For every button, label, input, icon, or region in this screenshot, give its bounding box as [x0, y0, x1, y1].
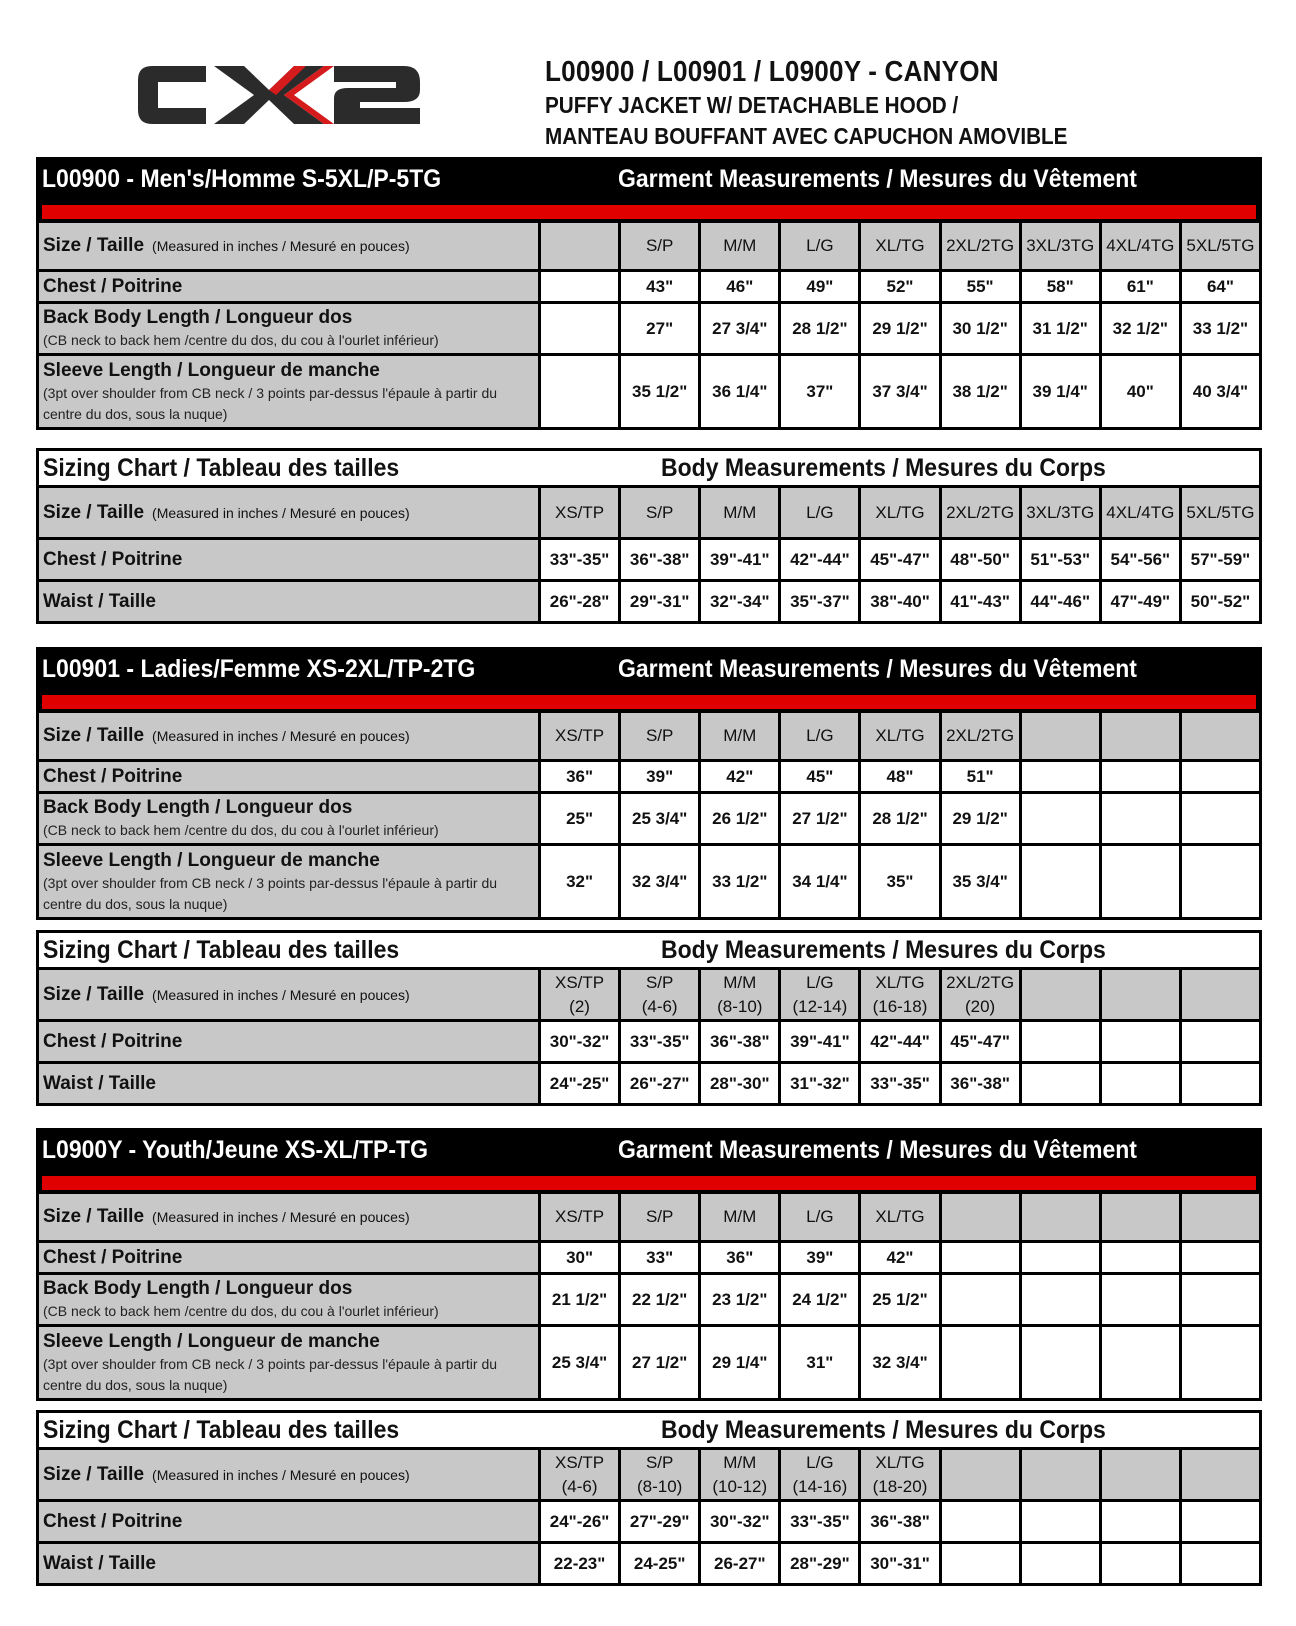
size-cell: S/P: [621, 713, 701, 762]
value-cell: 36"-38": [942, 1064, 1022, 1106]
size-cell: 4XL/4TG: [1102, 223, 1182, 272]
value-cell: 32 3/4": [861, 1327, 941, 1401]
value-cell: 29 1/2": [942, 794, 1022, 846]
value-cell: 33 1/2": [1182, 304, 1262, 356]
product-subtitle-en: PUFFY JACKET W/ DETACHABLE HOOD /: [545, 92, 959, 118]
value-cell: 43": [621, 272, 701, 304]
value-cell: 25 3/4": [541, 1327, 621, 1401]
value-cell: 48"-50": [942, 540, 1022, 582]
size-cell: S/P (8-10): [621, 1450, 701, 1502]
size-cell: [541, 223, 621, 272]
value-cell: [1022, 1064, 1102, 1106]
ladies-garment-heading: Garment Measurements / Mesures du Vêtement: [617, 654, 1137, 683]
size-cell: XL/TG: [861, 488, 941, 540]
ladies-sleeve-row: [36, 846, 1262, 920]
ladies-body-chest-row: [36, 1022, 1262, 1064]
men-body-section: [36, 448, 1262, 624]
size-cell: [1022, 1450, 1102, 1502]
value-cell: 36"-38": [621, 540, 701, 582]
size-cell: 2XL/2TG: [942, 488, 1022, 540]
ladies-red-divider: [36, 691, 1262, 713]
value-cell: 42": [861, 1243, 941, 1275]
value-cell: 41"-43": [942, 582, 1022, 624]
youth-heading: L0900Y - Youth/Jeune XS-XL/TP-TG: [42, 1135, 428, 1164]
value-cell: [1102, 1243, 1182, 1275]
value-cell: [1022, 1327, 1102, 1401]
youth-garment-heading: Garment Measurements / Mesures du Vêtement: [617, 1135, 1137, 1164]
chest-label: Chest / Poitrine: [43, 1030, 183, 1052]
chest-label: Chest / Poitrine: [43, 1510, 183, 1532]
value-cell: [1022, 1243, 1102, 1275]
value-cell: 32"-34": [701, 582, 781, 624]
sleeve-label: Sleeve Length / Longueur de manche: [43, 1330, 380, 1352]
value-cell: 40 3/4": [1182, 356, 1262, 430]
size-cell: S/P: [621, 223, 701, 272]
body-heading: Body Measurements / Mesures du Corps: [660, 453, 1106, 482]
value-cell: 36"-38": [701, 1022, 781, 1064]
value-cell: 24 1/2": [781, 1275, 861, 1327]
value-cell: [1102, 762, 1182, 794]
size-cell: XS/TP (2): [541, 970, 621, 1022]
size-cell: XS/TP: [541, 488, 621, 540]
ladies-body-size-row: [36, 970, 1262, 1022]
size-cell: XS/TP (4-6): [541, 1450, 621, 1502]
men-heading: L00900 - Men's/Homme S-5XL/P-5TG: [42, 164, 442, 193]
back-label: Back Body Length / Longueur dos: [43, 797, 353, 818]
size-cell: [1022, 1194, 1102, 1243]
youth-sleeve-row: [36, 1327, 1262, 1401]
size-cell: M/M: [701, 1194, 781, 1243]
value-cell: 51"-53": [1022, 540, 1102, 582]
chart-heading: Sizing Chart / Tableau des tailles: [43, 935, 400, 964]
chest-label: Chest / Poitrine: [43, 765, 183, 787]
size-cell: [1102, 1450, 1182, 1502]
men-back-row: [36, 304, 1262, 356]
size-cell: [1182, 970, 1262, 1022]
value-cell: 31"-32": [781, 1064, 861, 1106]
size-cell: 5XL/5TG: [1182, 488, 1262, 540]
size-cell: M/M (8-10): [701, 970, 781, 1022]
value-cell: [1102, 1064, 1182, 1106]
value-cell: 48": [861, 762, 941, 794]
size-cell: L/G: [781, 713, 861, 762]
youth-body-chest-row: [36, 1502, 1262, 1544]
men-sleeve-row: [36, 356, 1262, 430]
men-heading-bar: [36, 157, 1262, 201]
sleeve-note: (3pt over shoulder from CB neck / 3 points par-dessus l'épaule à partir du centre du dos, sous la nuque): [43, 1355, 498, 1393]
value-cell: 39": [781, 1243, 861, 1275]
chest-label: Chest / Poitrine: [43, 548, 183, 570]
value-cell: [1182, 1502, 1262, 1544]
size-cell: 3XL/3TG: [1022, 223, 1102, 272]
value-cell: 32 1/2": [1102, 304, 1182, 356]
value-cell: 33": [621, 1243, 701, 1275]
size-cell: 2XL/2TG: [942, 223, 1022, 272]
size-cell: L/G (12-14): [781, 970, 861, 1022]
sleeve-label: Sleeve Length / Longueur de manche: [43, 359, 380, 381]
value-cell: [1022, 1502, 1102, 1544]
ladies-body-waist-row: [36, 1064, 1262, 1106]
ladies-heading-bar: [36, 647, 1262, 691]
value-cell: 37": [781, 356, 861, 430]
size-note: (Measured in inches / Mesuré en pouces): [152, 504, 410, 521]
value-cell: 30"-32": [541, 1022, 621, 1064]
value-cell: 27": [621, 304, 701, 356]
value-cell: 29 1/2": [861, 304, 941, 356]
youth-red-divider: [36, 1172, 1262, 1194]
value-cell: [1102, 1327, 1182, 1401]
men-red-divider: [36, 201, 1262, 223]
value-cell: [942, 1544, 1022, 1586]
value-cell: [1022, 1022, 1102, 1064]
value-cell: 44"-46": [1022, 582, 1102, 624]
size-cell: [942, 1450, 1022, 1502]
ladies-chest-row: [36, 762, 1262, 794]
size-cell: 4XL/4TG: [1102, 488, 1182, 540]
youth-body-waist-row: [36, 1544, 1262, 1586]
ladies-size-row: [36, 713, 1262, 762]
value-cell: 58": [1022, 272, 1102, 304]
size-note: (Measured in inches / Mesuré en pouces): [152, 728, 410, 744]
value-cell: 26-27": [701, 1544, 781, 1586]
value-cell: [1022, 846, 1102, 920]
value-cell: [1022, 762, 1102, 794]
youth-chest-row: [36, 1243, 1262, 1275]
size-cell: M/M: [701, 488, 781, 540]
ladies-chart-heading-bar: [36, 930, 1262, 970]
value-cell: [1102, 846, 1182, 920]
size-cell: 2XL/2TG (20): [942, 970, 1022, 1022]
value-cell: 31 1/2": [1022, 304, 1102, 356]
chest-label: Chest / Poitrine: [43, 1246, 183, 1268]
cx2-logo: [134, 62, 424, 128]
value-cell: 39"-41": [701, 540, 781, 582]
men-body-size-row: [36, 488, 1262, 540]
ladies-back-row: [36, 794, 1262, 846]
youth-garment-section: [36, 1128, 1262, 1401]
value-cell: [1182, 1064, 1262, 1106]
value-cell: 24-25": [621, 1544, 701, 1586]
size-cell: 5XL/5TG: [1182, 223, 1262, 272]
value-cell: 32": [541, 846, 621, 920]
men-body-waist-row: [36, 582, 1262, 624]
value-cell: [942, 1275, 1022, 1327]
product-subtitle-fr: MANTEAU BOUFFANT AVEC CAPUCHON AMOVIBLE: [545, 123, 1068, 149]
size-cell: XS/TP: [541, 1194, 621, 1243]
value-cell: 30"-32": [701, 1502, 781, 1544]
value-cell: 30"-31": [861, 1544, 941, 1586]
size-cell: [1102, 1194, 1182, 1243]
value-cell: 35 3/4": [942, 846, 1022, 920]
value-cell: 55": [942, 272, 1022, 304]
value-cell: [942, 1243, 1022, 1275]
size-label: Size / Taille: [43, 725, 145, 746]
size-cell: [1102, 970, 1182, 1022]
value-cell: 38 1/2": [942, 356, 1022, 430]
men-size-row: [36, 223, 1262, 272]
size-cell: M/M: [701, 713, 781, 762]
value-cell: 35 1/2": [621, 356, 701, 430]
value-cell: 38"-40": [861, 582, 941, 624]
value-cell: 61": [1102, 272, 1182, 304]
value-cell: 28"-30": [701, 1064, 781, 1106]
size-cell: S/P: [621, 488, 701, 540]
size-cell: S/P: [621, 1194, 701, 1243]
value-cell: 32 3/4": [621, 846, 701, 920]
size-cell: 3XL/3TG: [1022, 488, 1102, 540]
value-cell: [541, 304, 621, 356]
back-label: Back Body Length / Longueur dos: [43, 1278, 353, 1299]
value-cell: 29 1/4": [701, 1327, 781, 1401]
value-cell: 39"-41": [781, 1022, 861, 1064]
value-cell: 49": [781, 272, 861, 304]
value-cell: 33 1/2": [701, 846, 781, 920]
value-cell: 36"-38": [861, 1502, 941, 1544]
value-cell: 25 1/2": [861, 1275, 941, 1327]
chart-heading: Sizing Chart / Tableau des tailles: [43, 453, 400, 482]
size-cell: [942, 1194, 1022, 1243]
value-cell: 27 3/4": [701, 304, 781, 356]
youth-chart-heading-bar: [36, 1410, 1262, 1450]
value-cell: [1102, 1022, 1182, 1064]
men-garment-heading: Garment Measurements / Mesures du Vêtement: [617, 164, 1137, 193]
size-cell: L/G: [781, 223, 861, 272]
men-body-chest-row: [36, 540, 1262, 582]
value-cell: 57"-59": [1182, 540, 1262, 582]
value-cell: 45"-47": [942, 1022, 1022, 1064]
value-cell: 35": [861, 846, 941, 920]
size-cell: XL/TG (16-18): [861, 970, 941, 1022]
ladies-garment-section: [36, 647, 1262, 920]
value-cell: 36 1/4": [701, 356, 781, 430]
size-cell: XS/TP: [541, 713, 621, 762]
size-note: (Measured in inches / Mesuré en pouces): [152, 1209, 410, 1225]
size-cell: M/M: [701, 223, 781, 272]
value-cell: 33"-35": [781, 1502, 861, 1544]
youth-body-section: [36, 1410, 1262, 1586]
value-cell: [1102, 794, 1182, 846]
size-label: Size / Taille: [43, 1206, 145, 1227]
title-block: [545, 54, 1265, 152]
value-cell: 28 1/2": [861, 794, 941, 846]
value-cell: 45": [781, 762, 861, 794]
ladies-heading: L00901 - Ladies/Femme XS-2XL/TP-2TG: [42, 654, 476, 683]
value-cell: 28 1/2": [781, 304, 861, 356]
value-cell: 27 1/2": [781, 794, 861, 846]
youth-back-row: [36, 1275, 1262, 1327]
value-cell: [541, 272, 621, 304]
size-cell: XL/TG: [861, 1194, 941, 1243]
back-label: Back Body Length / Longueur dos: [43, 307, 353, 328]
value-cell: 42"-44": [781, 540, 861, 582]
value-cell: 25 3/4": [621, 794, 701, 846]
value-cell: [1182, 794, 1262, 846]
size-cell: M/M (10-12): [701, 1450, 781, 1502]
value-cell: [942, 1327, 1022, 1401]
value-cell: 24"-26": [541, 1502, 621, 1544]
size-cell: [1182, 1450, 1262, 1502]
size-note: (Measured in inches / Mesuré en pouces): [152, 238, 410, 254]
waist-label: Waist / Taille: [43, 590, 156, 612]
sleeve-label: Sleeve Length / Longueur de manche: [43, 849, 380, 871]
value-cell: 21 1/2": [541, 1275, 621, 1327]
value-cell: 26"-27": [621, 1064, 701, 1106]
size-cell: [1182, 1194, 1262, 1243]
size-cell: L/G (14-16): [781, 1450, 861, 1502]
value-cell: 27 1/2": [621, 1327, 701, 1401]
value-cell: [1182, 846, 1262, 920]
back-note: (CB neck to back hem /centre du dos, du cou à l'ourlet inférieur): [43, 822, 439, 838]
value-cell: [1182, 1022, 1262, 1064]
value-cell: 29"-31": [621, 582, 701, 624]
size-cell: L/G: [781, 488, 861, 540]
size-cell: [1182, 713, 1262, 762]
value-cell: 33"-35": [621, 1022, 701, 1064]
value-cell: 51": [942, 762, 1022, 794]
body-heading: Body Measurements / Mesures du Corps: [660, 1415, 1106, 1444]
size-label: Size / Taille: [43, 1463, 145, 1485]
value-cell: 50"-52": [1182, 582, 1262, 624]
value-cell: 36": [701, 1243, 781, 1275]
value-cell: 22 1/2": [621, 1275, 701, 1327]
value-cell: 47"-49": [1102, 582, 1182, 624]
value-cell: [1182, 1544, 1262, 1586]
value-cell: 46": [701, 272, 781, 304]
value-cell: 33"-35": [861, 1064, 941, 1106]
size-cell: XL/TG: [861, 223, 941, 272]
back-note: (CB neck to back hem /centre du dos, du cou à l'ourlet inférieur): [43, 1303, 439, 1319]
value-cell: 33"-35": [541, 540, 621, 582]
value-cell: [541, 356, 621, 430]
men-chest-row: [36, 272, 1262, 304]
back-note: (CB neck to back hem /centre du dos, du cou à l'ourlet inférieur): [43, 332, 439, 348]
size-cell: XL/TG: [861, 713, 941, 762]
size-label: Size / Taille: [43, 501, 145, 523]
value-cell: [1102, 1275, 1182, 1327]
value-cell: [1022, 1544, 1102, 1586]
value-cell: [1182, 1243, 1262, 1275]
body-heading: Body Measurements / Mesures du Corps: [660, 935, 1106, 964]
value-cell: [1182, 1275, 1262, 1327]
product-title: L00900 / L00901 / L0900Y - CANYON: [545, 56, 999, 88]
value-cell: 26 1/2": [701, 794, 781, 846]
value-cell: 31": [781, 1327, 861, 1401]
value-cell: 24"-25": [541, 1064, 621, 1106]
value-cell: 27"-29": [621, 1502, 701, 1544]
size-note: (Measured in inches / Mesuré en pouces): [152, 986, 410, 1003]
value-cell: 39 1/4": [1022, 356, 1102, 430]
size-cell: [1022, 713, 1102, 762]
value-cell: 37 3/4": [861, 356, 941, 430]
size-note: (Measured in inches / Mesuré en pouces): [152, 1466, 410, 1483]
men-garment-section: [36, 157, 1262, 430]
value-cell: 42"-44": [861, 1022, 941, 1064]
value-cell: 40": [1102, 356, 1182, 430]
size-cell: 2XL/2TG: [942, 713, 1022, 762]
waist-label: Waist / Taille: [43, 1552, 156, 1574]
youth-heading-bar: [36, 1128, 1262, 1172]
value-cell: 35"-37": [781, 582, 861, 624]
sleeve-note: (3pt over shoulder from CB neck / 3 points par-dessus l'épaule à partir du centre du dos, sous la nuque): [43, 384, 498, 422]
size-label: Size / Taille: [43, 983, 145, 1005]
value-cell: [1182, 762, 1262, 794]
size-cell: [1102, 713, 1182, 762]
size-cell: [1022, 970, 1102, 1022]
value-cell: [1022, 794, 1102, 846]
value-cell: 42": [701, 762, 781, 794]
ladies-body-section: [36, 930, 1262, 1106]
value-cell: 52": [861, 272, 941, 304]
value-cell: [1102, 1544, 1182, 1586]
sleeve-note: (3pt over shoulder from CB neck / 3 points par-dessus l'épaule à partir du centre du dos, sous la nuque): [43, 874, 498, 912]
value-cell: [1182, 1327, 1262, 1401]
value-cell: 39": [621, 762, 701, 794]
value-cell: 30 1/2": [942, 304, 1022, 356]
value-cell: 45"-47": [861, 540, 941, 582]
value-cell: 26"-28": [541, 582, 621, 624]
value-cell: 25": [541, 794, 621, 846]
waist-label: Waist / Taille: [43, 1072, 156, 1094]
size-cell: L/G: [781, 1194, 861, 1243]
value-cell: [942, 1502, 1022, 1544]
value-cell: 34 1/4": [781, 846, 861, 920]
value-cell: 54"-56": [1102, 540, 1182, 582]
youth-size-row: [36, 1194, 1262, 1243]
value-cell: 64": [1182, 272, 1262, 304]
value-cell: [1102, 1502, 1182, 1544]
value-cell: 23 1/2": [701, 1275, 781, 1327]
youth-body-size-row: [36, 1450, 1262, 1502]
size-label: Size / Taille: [43, 235, 145, 256]
size-cell: XL/TG (18-20): [861, 1450, 941, 1502]
men-chart-heading-bar: [36, 448, 1262, 488]
value-cell: 30": [541, 1243, 621, 1275]
value-cell: 28"-29": [781, 1544, 861, 1586]
value-cell: [1022, 1275, 1102, 1327]
value-cell: 36": [541, 762, 621, 794]
size-cell: S/P (4-6): [621, 970, 701, 1022]
value-cell: 22-23": [541, 1544, 621, 1586]
chest-label: Chest / Poitrine: [43, 275, 183, 297]
chart-heading: Sizing Chart / Tableau des tailles: [43, 1415, 400, 1444]
